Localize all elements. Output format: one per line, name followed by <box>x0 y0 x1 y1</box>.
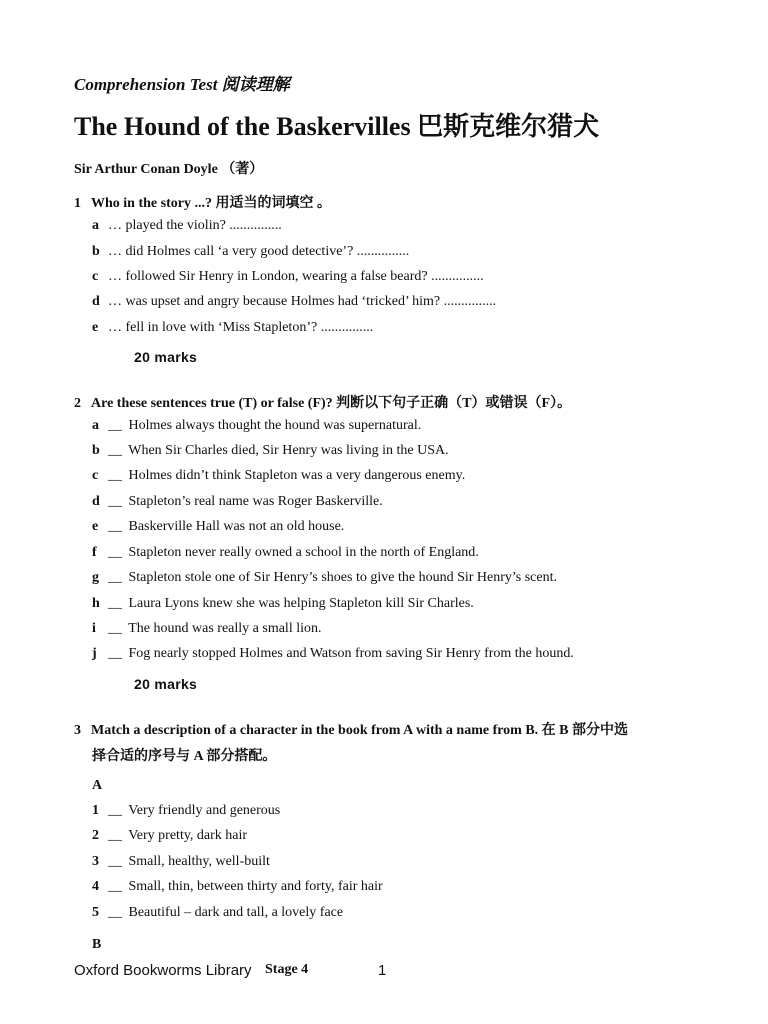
test-subject: Comprehension Test 阅读理解 <box>74 75 290 94</box>
item-label: 2 <box>92 828 99 843</box>
item-text: Very friendly and generous <box>128 803 281 818</box>
answer-blank: __ <box>108 443 122 458</box>
section-b-label: B <box>92 937 102 952</box>
question-2-item-d <box>92 494 383 510</box>
answer-blank: __ <box>108 596 122 611</box>
item-text: Holmes didn’t think Stapleton was a very dangerous enemy. <box>128 468 466 483</box>
question-number: 1 <box>74 196 81 211</box>
item-label: d <box>92 494 100 509</box>
item-text: Baskerville Hall was not an old house. <box>128 519 345 534</box>
item-label: b <box>92 244 100 259</box>
answer-blank: __ <box>108 519 122 534</box>
item-label: j <box>92 646 97 661</box>
question-2-item-a <box>92 418 421 434</box>
item-label: g <box>92 570 99 585</box>
question-3-item-5 <box>92 905 343 921</box>
book-author: Sir Arthur Conan Doyle （著） <box>74 162 264 177</box>
question-3-heading-continued: 择合适的序号与 A 部分搭配。 <box>92 749 277 764</box>
item-text: Stapleton stole one of Sir Henry’s shoes to give the hound Sir Henry’s scent. <box>128 570 557 585</box>
footer-library-name: Oxford Bookworms Library <box>74 962 252 979</box>
item-text: … was upset and angry because Holmes had ‘tricked’ him? ............... <box>108 294 497 309</box>
question-1-item-d <box>92 294 496 310</box>
question-1-marks: 20 marks <box>134 349 198 365</box>
item-label: h <box>92 596 100 611</box>
question-1-item-b <box>92 244 409 260</box>
question-2-item-e <box>92 519 344 535</box>
item-text: Stapleton’s real name was Roger Baskerville. <box>128 494 383 509</box>
answer-blank: __ <box>108 646 122 661</box>
book-title: The Hound of the Baskervilles 巴斯克维尔猎犬 <box>74 112 600 141</box>
question-2-item-b <box>92 443 449 459</box>
item-text: … followed Sir Henry in London, wearing a false beard? ............... <box>108 269 484 284</box>
item-text: … fell in love with ‘Miss Stapleton’? ............... <box>108 320 374 335</box>
question-1-heading <box>74 192 331 212</box>
item-label: 3 <box>92 854 99 869</box>
item-label: b <box>92 443 100 458</box>
answer-blank: __ <box>108 468 122 483</box>
question-2-item-i <box>92 621 321 637</box>
item-text: When Sir Charles died, Sir Henry was living in the USA. <box>128 443 449 458</box>
item-label: f <box>92 545 97 560</box>
answer-blank: __ <box>108 879 122 894</box>
question-2-heading <box>74 392 571 412</box>
question-1-item-a <box>92 218 282 234</box>
question-2-item-g <box>92 570 557 586</box>
question-1-item-c <box>92 269 484 285</box>
item-label: 4 <box>92 879 99 894</box>
item-label: 5 <box>92 905 99 920</box>
item-text: Beautiful – dark and tall, a lovely face <box>128 905 344 920</box>
question-text: Match a description of a character in the book from A with a name from B. 在 B 部分中选 <box>91 723 629 738</box>
answer-blank: __ <box>108 418 122 433</box>
item-text: Stapleton never really owned a school in the north of England. <box>128 545 479 560</box>
footer-stage: Stage 4 <box>265 962 309 977</box>
item-text: Holmes always thought the hound was supernatural. <box>128 418 422 433</box>
answer-blank: __ <box>108 905 122 920</box>
section-a-label: A <box>92 778 103 793</box>
answer-blank: __ <box>108 494 122 509</box>
question-3-heading <box>74 719 628 739</box>
item-text: Laura Lyons knew she was helping Stapleton kill Sir Charles. <box>128 596 474 611</box>
answer-blank: __ <box>108 828 122 843</box>
question-3-item-4 <box>92 879 383 895</box>
item-label: c <box>92 468 99 483</box>
answer-blank: __ <box>108 545 122 560</box>
item-label: i <box>92 621 96 636</box>
answer-blank: __ <box>108 854 122 869</box>
item-text: … did Holmes call ‘a very good detective’? ............... <box>108 244 410 259</box>
item-label: e <box>92 320 99 335</box>
item-label: a <box>92 218 99 233</box>
answer-blank: __ <box>108 621 122 636</box>
question-3-item-2 <box>92 828 247 844</box>
question-number: 3 <box>74 723 81 738</box>
item-text: Small, healthy, well-built <box>128 854 270 869</box>
item-text: Small, thin, between thirty and forty, fair hair <box>128 879 383 894</box>
question-2-item-j <box>92 646 574 662</box>
question-3-item-1 <box>92 803 280 819</box>
question-text: Who in the story ...? 用适当的词填空 。 <box>91 196 331 211</box>
answer-blank: __ <box>108 570 122 585</box>
item-label: a <box>92 418 99 433</box>
question-2-item-c <box>92 468 465 484</box>
item-label: e <box>92 519 99 534</box>
item-text: Fog nearly stopped Holmes and Watson from saving Sir Henry from the hound. <box>128 646 574 661</box>
question-2-marks: 20 marks <box>134 676 198 692</box>
item-label: c <box>92 269 99 284</box>
question-number: 2 <box>74 396 81 411</box>
question-2-item-h <box>92 596 474 612</box>
question-text: Are these sentences true (T) or false (F)? 判断以下句子正确（T）或错误（F）。 <box>91 396 572 411</box>
item-label: d <box>92 294 100 309</box>
question-3-item-3 <box>92 854 270 870</box>
question-2-item-f <box>92 545 479 561</box>
item-text: … played the violin? ............... <box>108 218 282 233</box>
item-text: Very pretty, dark hair <box>128 828 248 843</box>
footer-page-number: 1 <box>378 962 387 979</box>
question-1-item-e <box>92 320 373 336</box>
item-text: The hound was really a small lion. <box>128 621 322 636</box>
answer-blank: __ <box>108 803 122 818</box>
item-label: 1 <box>92 803 99 818</box>
